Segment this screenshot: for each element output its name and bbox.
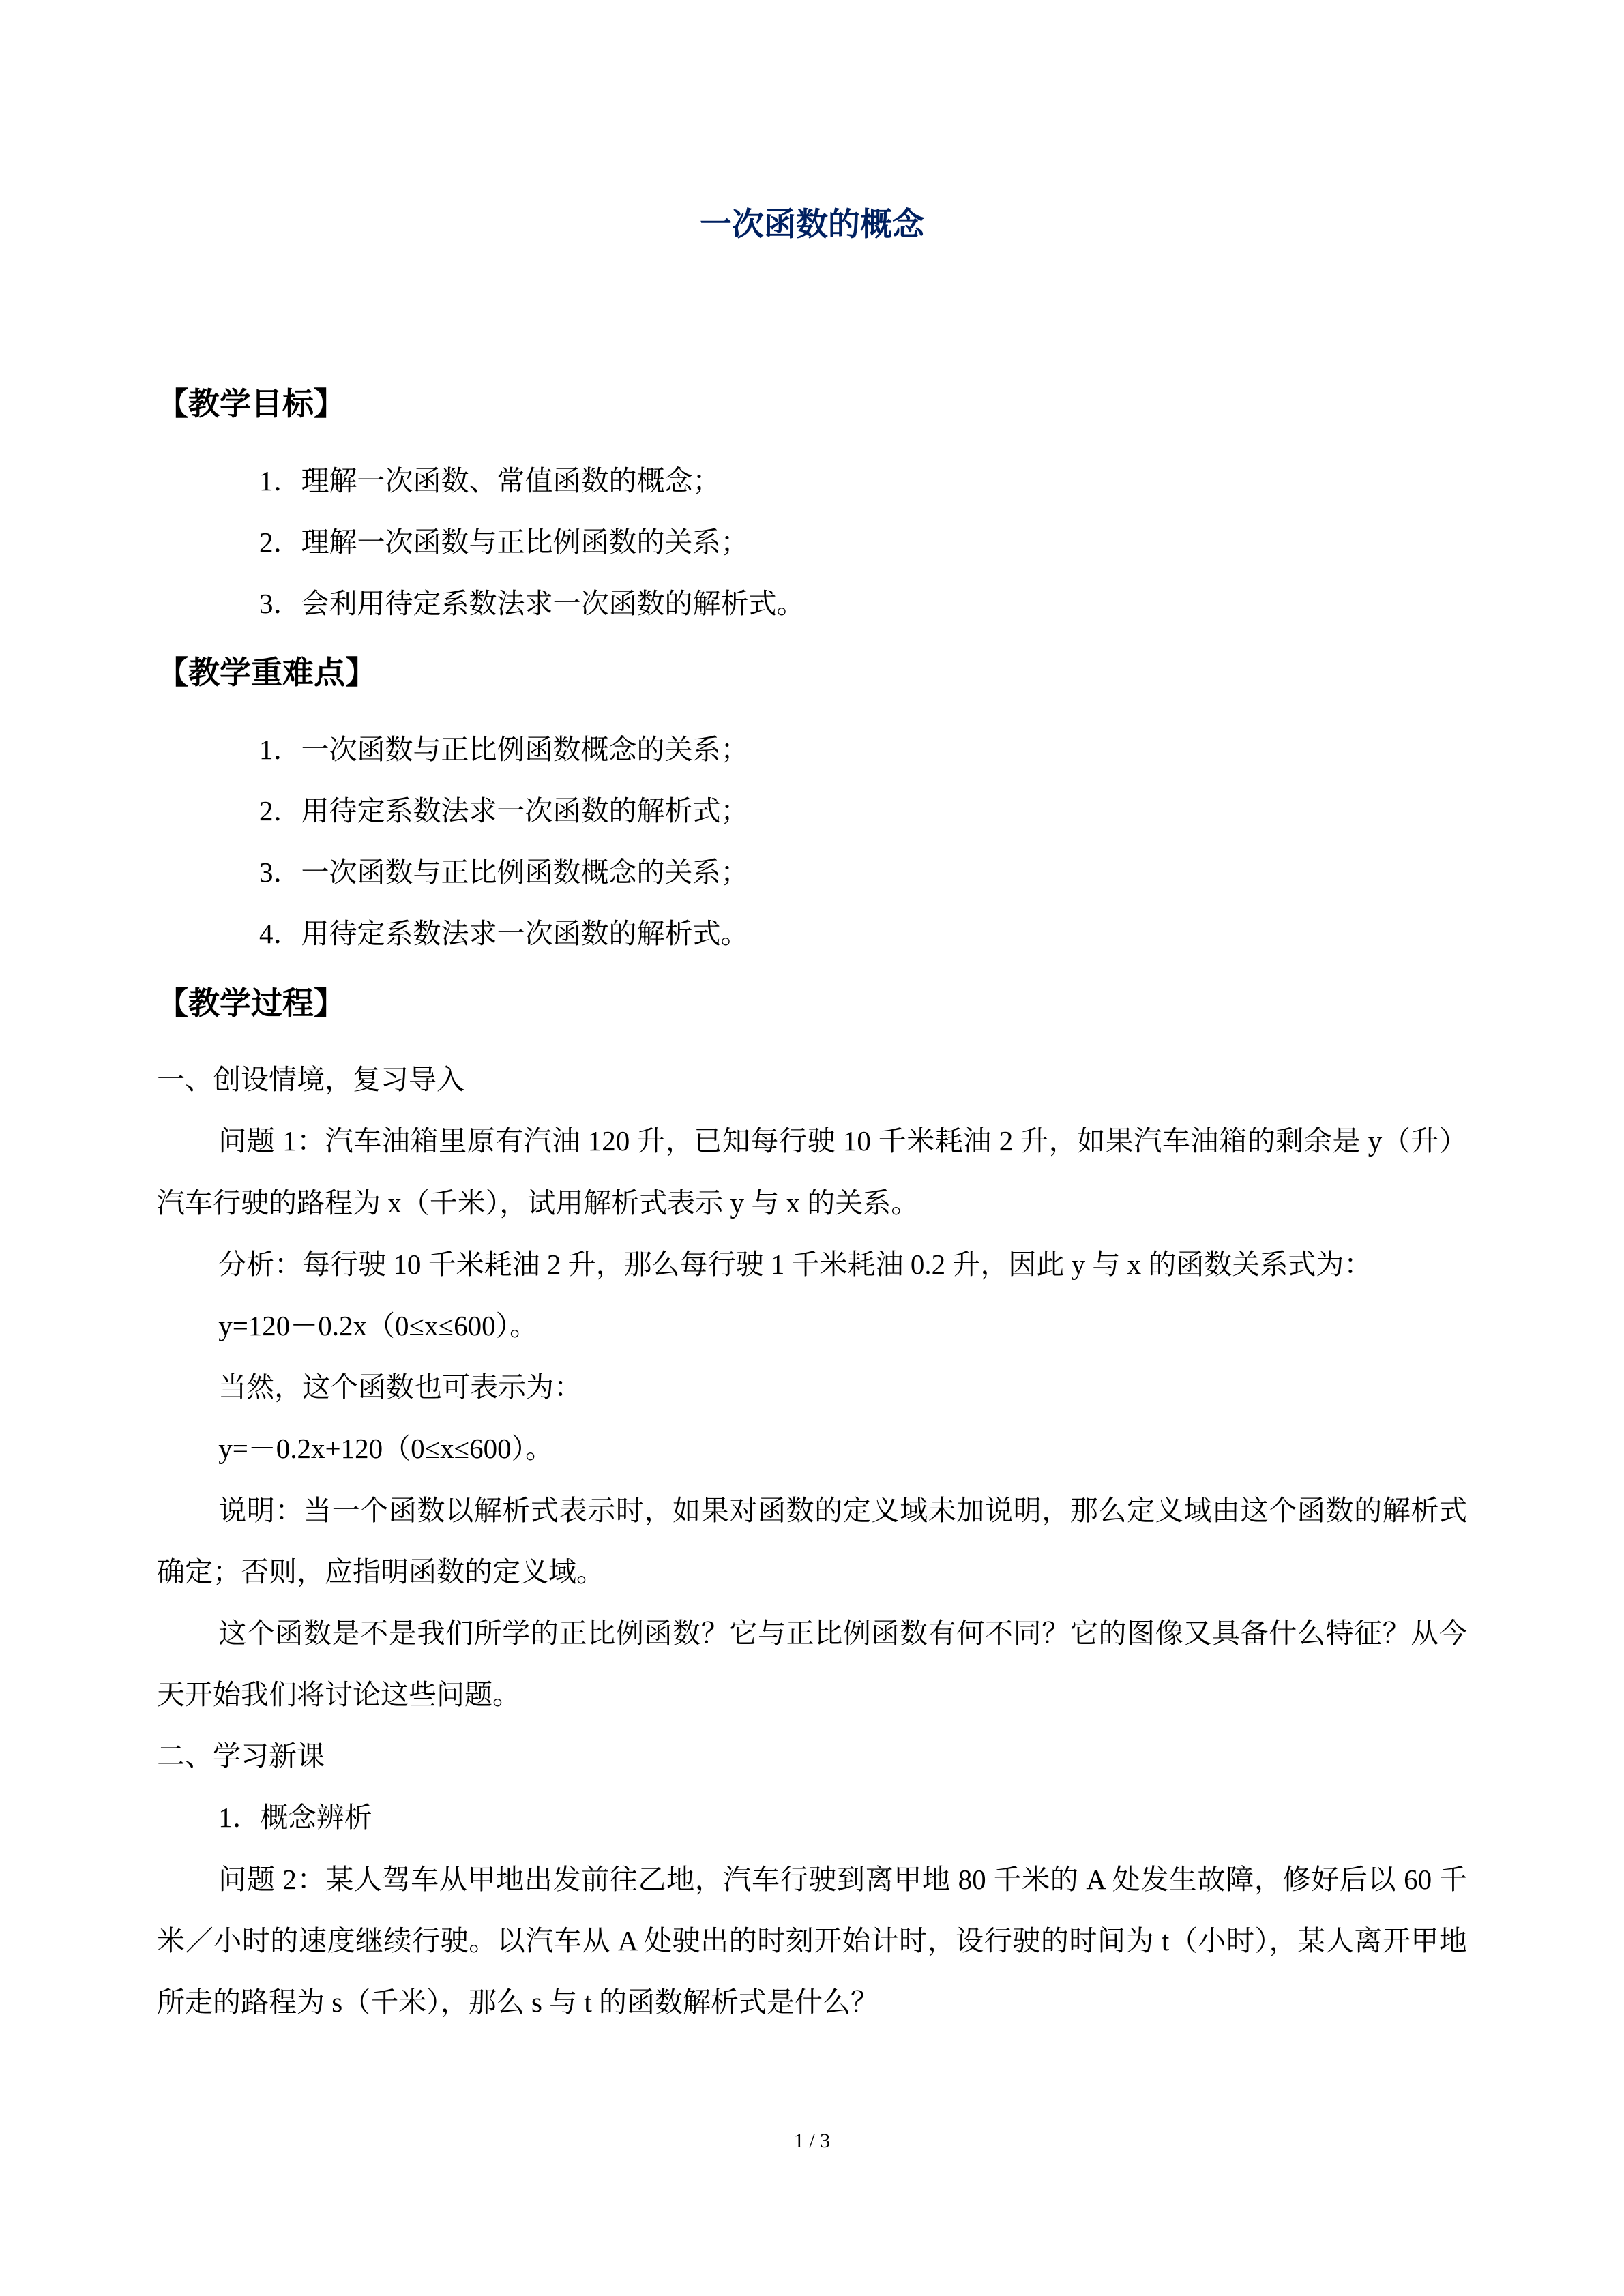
paragraph-question-1: 问题 1：汽车油箱里原有汽油 120 升，已知每行驶 10 千米耗油 2 升，如果汽车油箱的剩余是 y（升）汽车行驶的路程为 x（千米），试用解析式表示 y 与 x 的关系。: [157, 1125, 1467, 1219]
paragraph-concept-analysis: 1．概念辨析: [218, 1802, 372, 1834]
list-item: 4．用待定系数法求一次函数的解析式。: [259, 918, 749, 950]
paragraph-formula-1: y=120－0.2x（0≤x≤600）。: [218, 1309, 538, 1341]
list-item: 3．会利用待定系数法求一次函数的解析式。: [259, 588, 805, 620]
paragraph-question-2: 问题 2：某人驾车从甲地出发前往乙地，汽车行驶到离甲地 80 千米的 A 处发生故障，修好后以 60 千米／小时的速度继续行驶。以汽车从 A 处驶出的时刻开始计时，设行驶的时间为 t（小时），某人离开甲地所走的路程为 s（千米），那么 s 与 t 的函数解析式是什么？: [157, 1863, 1467, 2018]
paragraph-analysis: 分析：每行驶 10 千米耗油 2 升，那么每行驶 1 千米耗油 0.2 升，因此 y 与 x 的函数关系式为：: [218, 1248, 1372, 1280]
section-heading-teaching-goals: 【教学目标】: [157, 387, 345, 422]
page-title: 一次函数的概念: [700, 207, 924, 243]
list-item: 1．一次函数与正比例函数概念的关系；: [259, 733, 749, 765]
list-item: 3．一次函数与正比例函数概念的关系；: [259, 856, 749, 889]
list-item: 2．理解一次函数与正比例函数的关系；: [259, 526, 749, 558]
list-item: 1．理解一次函数、常值函数的概念；: [259, 464, 721, 496]
section-teaching-process: [157, 979, 1467, 2033]
page-number: 1 / 3: [793, 2130, 831, 2152]
paragraph-discussion-lead: 这个函数是不是我们所学的正比例函数？它与正比例函数有何不同？它的图像又具备什么特征？从今天开始我们将讨论这些问题。: [157, 1617, 1467, 1711]
section-key-difficulties: [157, 648, 1467, 964]
paragraph-formula-2: y=－0.2x+120（0≤x≤600）。: [218, 1433, 554, 1465]
section-heading-teaching-process: 【教学过程】: [157, 985, 345, 1021]
paragraph-explanation: 说明：当一个函数以解析式表示时，如果对函数的定义域未加说明，那么定义域由这个函数的解析式确定；否则，应指明函数的定义域。: [157, 1494, 1467, 1587]
list-item: 2．用待定系数法求一次函数的解析式；: [259, 795, 749, 827]
paragraph-part-two-heading: 二、学习新课: [157, 1740, 325, 1772]
paragraph-part-one-heading: 一、创设情境，复习导入: [157, 1064, 464, 1096]
section-teaching-goals: [157, 379, 1467, 634]
section-heading-key-difficulties: 【教学重难点】: [157, 655, 377, 691]
paragraph-also-expressed: 当然，这个函数也可表示为：: [218, 1371, 582, 1403]
